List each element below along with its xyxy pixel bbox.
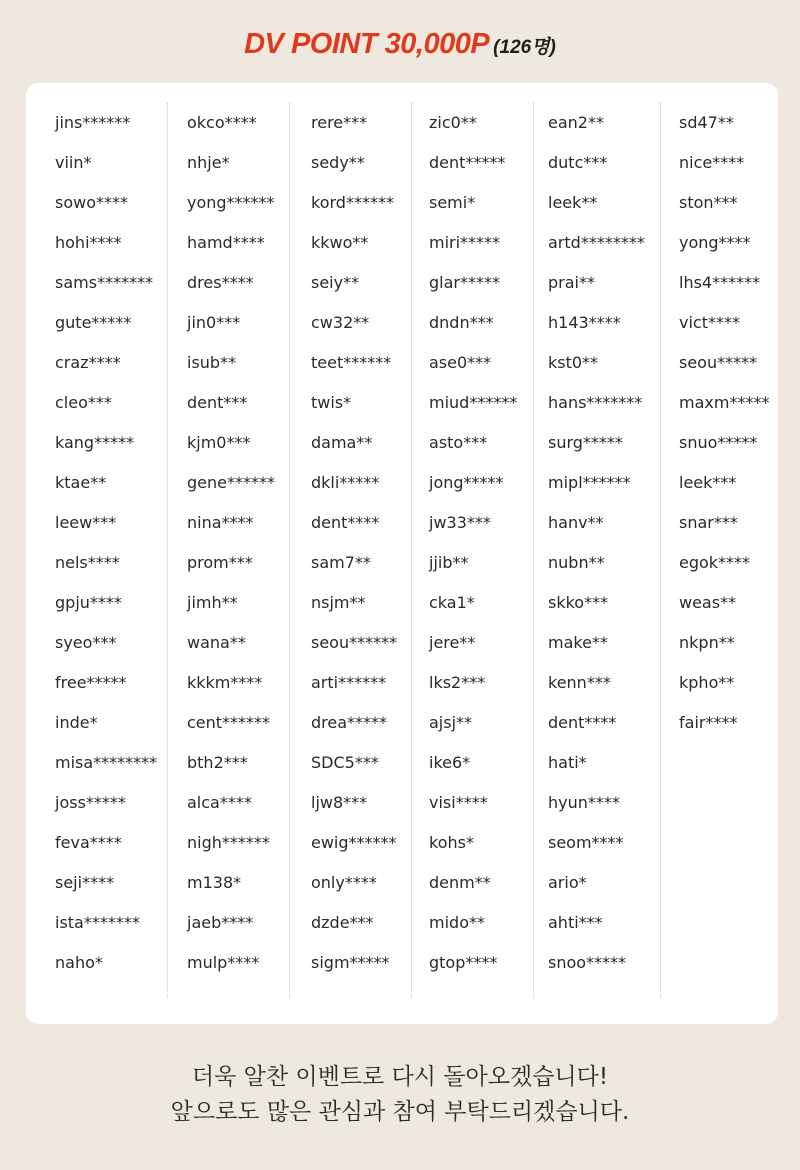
winners-column-6 xyxy=(660,103,769,998)
winner-id: misa******** xyxy=(55,753,158,772)
winner-id: denm** xyxy=(429,873,491,892)
winner-id: teet****** xyxy=(311,353,392,372)
winner-id: only**** xyxy=(311,873,377,892)
winner-id: nina**** xyxy=(187,513,254,532)
winner-id: nkpn** xyxy=(679,633,735,652)
winner-id: weas** xyxy=(679,593,737,612)
winner-id: kjm0*** xyxy=(187,433,251,452)
winner-id: nice**** xyxy=(679,153,745,172)
winner-id: kkkm**** xyxy=(187,673,263,692)
winner-id: dkli***** xyxy=(311,473,380,492)
winner-id: hati* xyxy=(548,753,587,772)
winner-id: asto*** xyxy=(429,433,488,452)
winner-id: m138* xyxy=(187,873,242,892)
winner-id: nubn** xyxy=(548,553,605,572)
winner-id: jjib** xyxy=(429,553,469,572)
winner-id: hans******* xyxy=(548,393,643,412)
winner-id: gtop**** xyxy=(429,953,498,972)
winner-id: cw32** xyxy=(311,313,370,332)
winner-id: leew*** xyxy=(55,513,117,532)
winner-id: dent**** xyxy=(311,513,380,532)
winner-id: ean2** xyxy=(548,113,604,132)
winner-id: jin0*** xyxy=(187,313,241,332)
winner-id: dzde*** xyxy=(311,913,374,932)
winner-id: okco**** xyxy=(187,113,257,132)
winner-id: seou***** xyxy=(679,353,758,372)
winner-id: joss***** xyxy=(55,793,126,812)
winner-id: semi* xyxy=(429,193,476,212)
winner-id: dent**** xyxy=(548,713,617,732)
winner-id: naho* xyxy=(55,953,103,972)
winner-id: ista******* xyxy=(55,913,140,932)
winner-id: surg***** xyxy=(548,433,623,452)
winner-id: ario* xyxy=(548,873,587,892)
winner-id: sowo**** xyxy=(55,193,128,212)
winners-card xyxy=(26,83,778,1024)
winner-id: seji**** xyxy=(55,873,115,892)
winner-id: mulp**** xyxy=(187,953,260,972)
winner-id: mido** xyxy=(429,913,485,932)
closing-message xyxy=(0,1060,800,1130)
winner-id: visi**** xyxy=(429,793,488,812)
winner-id: gpju**** xyxy=(55,593,122,612)
winner-id: prai** xyxy=(548,273,595,292)
winners-column-3 xyxy=(289,103,397,998)
winner-id: seou****** xyxy=(311,633,398,652)
winner-id: seom**** xyxy=(548,833,624,852)
winner-id: dent*** xyxy=(187,393,248,412)
winner-id: cleo*** xyxy=(55,393,112,412)
winner-id: wana** xyxy=(187,633,246,652)
winner-id: nigh****** xyxy=(187,833,270,852)
winner-id: kohs* xyxy=(429,833,474,852)
winner-id: jaeb**** xyxy=(187,913,254,932)
winner-id: sigm***** xyxy=(311,953,390,972)
winners-column-4 xyxy=(411,103,517,998)
winner-id: glar***** xyxy=(429,273,500,292)
winner-id: prom*** xyxy=(187,553,253,572)
winner-id: jins****** xyxy=(55,113,131,132)
winner-id: inde* xyxy=(55,713,98,732)
winner-id: kpho** xyxy=(679,673,735,692)
winner-id: seiy** xyxy=(311,273,360,292)
winner-id: ston*** xyxy=(679,193,738,212)
event-title: DV POINT 30,000P xyxy=(244,28,490,60)
winner-id: ljw8*** xyxy=(311,793,368,812)
winner-id: nels**** xyxy=(55,553,120,572)
winner-id: alca**** xyxy=(187,793,252,812)
winner-id: sedy** xyxy=(311,153,365,172)
winner-id: hyun**** xyxy=(548,793,620,812)
winner-id: mipl****** xyxy=(548,473,631,492)
winner-id: snoo***** xyxy=(548,953,627,972)
winner-id: hohi**** xyxy=(55,233,122,252)
winners-column-5 xyxy=(533,103,645,998)
winner-id: skko*** xyxy=(548,593,609,612)
winner-id: kkwo** xyxy=(311,233,369,252)
winner-id: leek*** xyxy=(679,473,737,492)
winner-id: kenn*** xyxy=(548,673,611,692)
winner-id: cka1* xyxy=(429,593,475,612)
winner-id: syeo*** xyxy=(55,633,117,652)
winner-id: jere** xyxy=(429,633,476,652)
winner-id: cent****** xyxy=(187,713,271,732)
winner-id: hanv** xyxy=(548,513,604,532)
winner-id: ase0*** xyxy=(429,353,492,372)
winner-id: free***** xyxy=(55,673,127,692)
winner-id: jong***** xyxy=(429,473,504,492)
winner-id: bth2*** xyxy=(187,753,248,772)
winner-id: kord****** xyxy=(311,193,394,212)
winner-id: egok**** xyxy=(679,553,751,572)
winner-id: dent***** xyxy=(429,153,506,172)
winner-id: snuo***** xyxy=(679,433,758,452)
winner-id: dutc*** xyxy=(548,153,608,172)
winner-id: SDC5*** xyxy=(311,753,379,772)
winner-id: feva**** xyxy=(55,833,122,852)
winner-id: snar*** xyxy=(679,513,738,532)
winner-id: miud****** xyxy=(429,393,518,412)
winner-id: ahti*** xyxy=(548,913,603,932)
winner-id: maxm***** xyxy=(679,393,770,412)
winner-id: viin* xyxy=(55,153,92,172)
winner-id: arti****** xyxy=(311,673,387,692)
winner-id: make** xyxy=(548,633,608,652)
winner-id: yong**** xyxy=(679,233,751,252)
closing-line-2: 앞으로도 많은 관심과 참여 부탁드리겠습니다. xyxy=(170,1099,630,1125)
winner-id: jw33*** xyxy=(429,513,491,532)
winner-id: miri***** xyxy=(429,233,501,252)
event-header xyxy=(0,28,800,61)
winner-id: leek** xyxy=(548,193,598,212)
winners-column-1 xyxy=(55,103,157,998)
winner-id: twis* xyxy=(311,393,352,412)
winner-id: nhje* xyxy=(187,153,230,172)
winner-id: artd******** xyxy=(548,233,645,252)
winner-id: fair**** xyxy=(679,713,738,732)
winner-id: gute***** xyxy=(55,313,132,332)
winners-column-2 xyxy=(167,103,275,998)
winner-id: kang***** xyxy=(55,433,135,452)
winner-id: rere*** xyxy=(311,113,368,132)
winner-id: dres**** xyxy=(187,273,254,292)
winner-id: kst0** xyxy=(548,353,599,372)
winner-id: ktae** xyxy=(55,473,107,492)
winner-id: drea***** xyxy=(311,713,388,732)
winner-id: zic0** xyxy=(429,113,477,132)
winner-id: craz**** xyxy=(55,353,121,372)
winner-count: (126명) xyxy=(493,37,556,58)
closing-line-1: 더욱 알찬 이벤트로 다시 돌아오겠습니다! xyxy=(191,1064,609,1090)
winner-id: sd47** xyxy=(679,113,734,132)
winner-id: isub** xyxy=(187,353,237,372)
winner-id: ewig****** xyxy=(311,833,397,852)
winner-id: yong****** xyxy=(187,193,275,212)
winner-id: ajsj** xyxy=(429,713,473,732)
winner-id: dama** xyxy=(311,433,373,452)
winner-id: gene****** xyxy=(187,473,275,492)
winner-id: nsjm** xyxy=(311,593,366,612)
winner-id: vict**** xyxy=(679,313,740,332)
winner-id: ike6* xyxy=(429,753,471,772)
winner-id: lhs4****** xyxy=(679,273,761,292)
winner-id: sam7** xyxy=(311,553,371,572)
winner-id: sams******* xyxy=(55,273,154,292)
winner-id: dndn*** xyxy=(429,313,494,332)
winner-id: hamd**** xyxy=(187,233,265,252)
winner-id: jimh** xyxy=(187,593,238,612)
winner-id: h143**** xyxy=(548,313,621,332)
winner-id: lks2*** xyxy=(429,673,486,692)
